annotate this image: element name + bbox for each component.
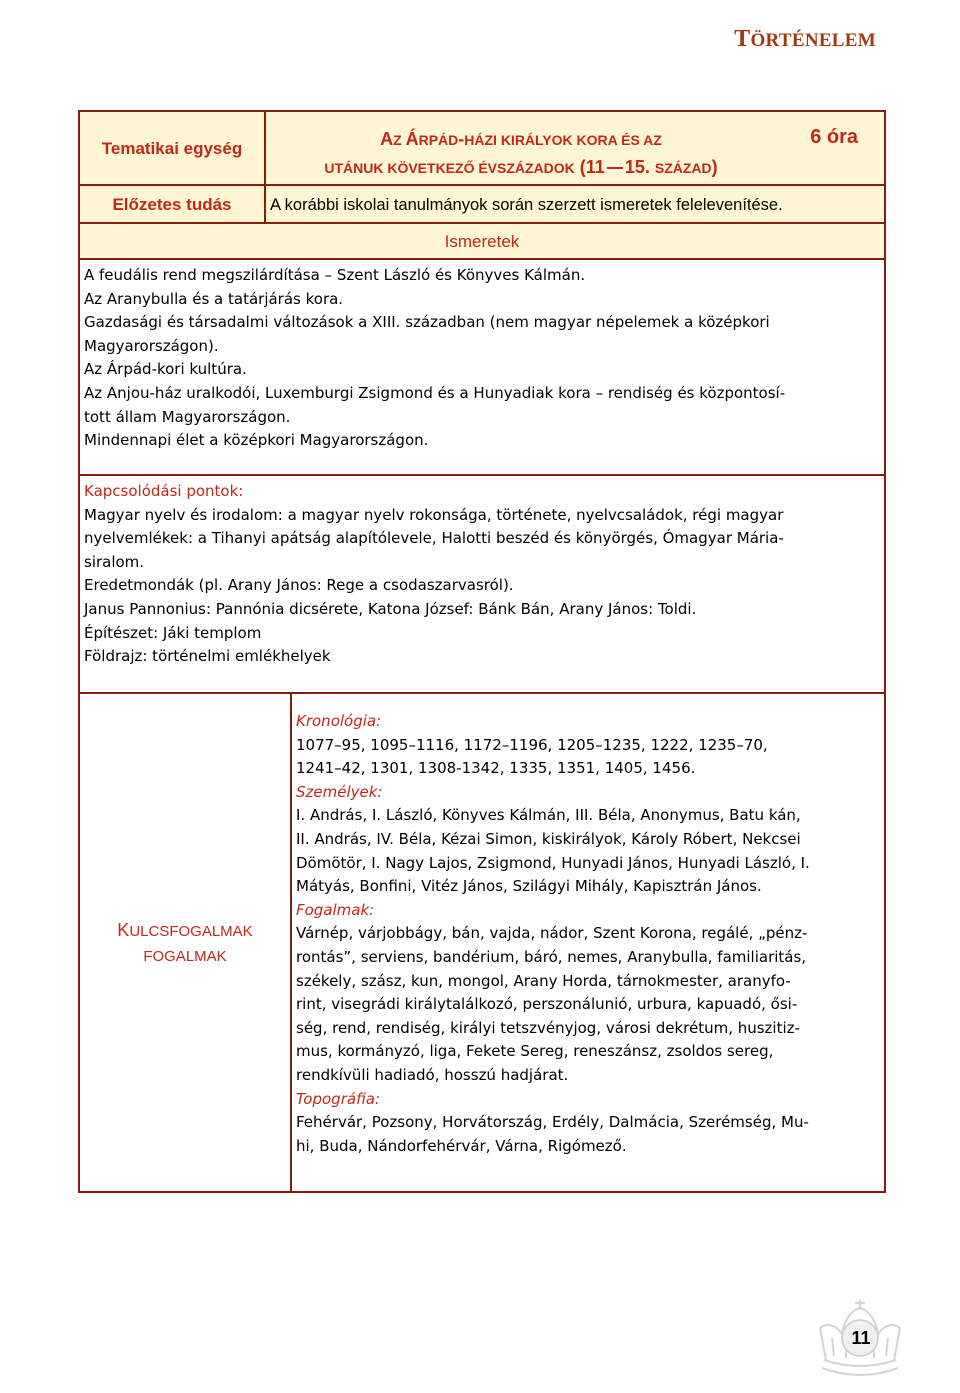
key-concepts-content (296, 710, 874, 1158)
concepts-line: rendkívüli hadiadó, hosszú hadjárat. (296, 1065, 569, 1084)
knowledge-line: Mindennapi élet a középkori Magyarországon. (84, 431, 429, 450)
connections-line: Eredetmondák (pl. Arany János: Rege a csodaszarvasról). (84, 576, 514, 595)
key-concepts-label: KULCSFOGALMAK FOGALMAK (117, 920, 253, 965)
concepts-line: székely, szász, kun, mongol, Arany Horda, tárnokmester, aranyfo- (296, 971, 791, 990)
knowledge-line: tott állam Magyarországon. (84, 407, 291, 426)
concepts-title: Fogalmak: (296, 900, 375, 919)
hours-value: 6 óra (810, 126, 858, 148)
knowledge-line: Az Anjou-ház uralkodói, Luxemburgi Zsigmond és a Hunyadiak kora – rendiség és központosí- (84, 383, 786, 402)
chronology-line: 1241–42, 1301, 1308-1342, 1335, 1351, 1405, 1456. (296, 759, 696, 778)
prior-knowledge-label: Előzetes tudás (112, 195, 232, 214)
persons-title: Személyek: (296, 782, 383, 801)
topography-line: hi, Buda, Nándorfehérvár, Várna, Rigómező. (296, 1136, 627, 1155)
page-number: 11 (851, 1328, 871, 1348)
connections-line: Janus Pannonius: Pannónia dicsérete, Katona József: Bánk Bán, Arany János: Toldi. (84, 599, 697, 618)
connections-line: Földrajz: történelmi emlékhelyek (84, 647, 331, 666)
topography-line: Fehérvár, Pozsony, Horvátország, Erdély, Dalmácia, Szerémség, Mu- (296, 1113, 809, 1132)
knowledge-line: Magyarországon). (84, 336, 219, 355)
concepts-line: Várnép, várjobbágy, bán, vajda, nádor, Szent Korona, regálé, „pénz- (296, 924, 808, 943)
persons-line: II. András, IV. Béla, Kézai Simon, kiskirályok, Károly Róbert, Nekcsei (296, 829, 801, 848)
unit-row (80, 112, 884, 185)
unit-label: Tematikai egység (101, 138, 243, 158)
prior-knowledge-text: A korábbi iskolai tanulmányok során szerzett ismeretek felelevenítése. (270, 195, 783, 214)
knowledge-title: Ismeretek (444, 232, 520, 251)
knowledge-list (84, 264, 876, 453)
knowledge-line: Az Árpád-kori kultúra. (84, 360, 247, 379)
prior-knowledge-row (80, 186, 884, 224)
connections-block (84, 480, 876, 669)
knowledge-line: A feudális rend megszilárdítása – Szent László és Könyves Kálmán. (84, 266, 586, 284)
topography-title: Topográfia: (296, 1089, 381, 1108)
connections-line: siralom. (84, 552, 145, 571)
knowledge-line: Gazdasági és társadalmi változások a XIII. században (nem magyar népelemek a középkori (84, 313, 770, 332)
subject-title: TÖRTÉNELEM (734, 26, 876, 52)
connections-title: Kapcsolódási pontok: (84, 482, 244, 500)
knowledge-line: Az Aranybulla és a tatárjárás kora. (84, 289, 344, 308)
connections-line: Építészet: Jáki templom (84, 623, 262, 642)
concepts-line: rontás”, serviens, bandérium, báró, nemes, Aranybulla, familiaritás, (296, 947, 807, 966)
concepts-line: mus, kormányzó, liga, Fekete Sereg, reneszánsz, zsoldos sereg, (296, 1042, 774, 1061)
key-concepts-row (80, 694, 884, 1193)
knowledge-header-row (80, 224, 884, 260)
persons-line: I. András, I. László, Könyves Kálmán, III. Béla, Anonymus, Batu kán, (296, 806, 801, 825)
connections-line: Magyar nyelv és irodalom: a magyar nyelv rokonsága, története, nyelvcsaládok, régi magyar (84, 505, 784, 524)
concepts-line: ség, rend, rendiség, királyi tetszvényjog, városi dekrétum, huszitiz- (296, 1018, 800, 1037)
connections-line: nyelvemlékek: a Tihanyi apátság alapítólevele, Halotti beszéd és könyörgés, Ómagyar Mária- (84, 529, 784, 548)
chronology-title: Kronológia: (296, 712, 382, 730)
unit-title: AZ ÁRPÁD-HÁZI KIRÁLYOK KORA ÉS AZ UTÁNUK KÖVETKEZŐ ÉVSZÁZADOK (11 15. SZÁZAD) (324, 129, 718, 177)
chronology-line: 1077–95, 1095–1116, 1172–1196, 1205–1235, 1222, 1235–70, (296, 735, 768, 754)
concepts-line: rint, visegrádi királytalálkozó, perszonálunió, urbura, kapuadó, ősi- (296, 995, 798, 1014)
persons-line: Mátyás, Bonfini, Vitéz János, Szilágyi Mihály, Kapisztrán János. (296, 877, 762, 896)
persons-line: Dömötör, I. Nagy Lajos, Zsigmond, Hunyadi János, Hunyadi László, I. (296, 853, 810, 872)
curriculum-table (78, 110, 886, 1193)
